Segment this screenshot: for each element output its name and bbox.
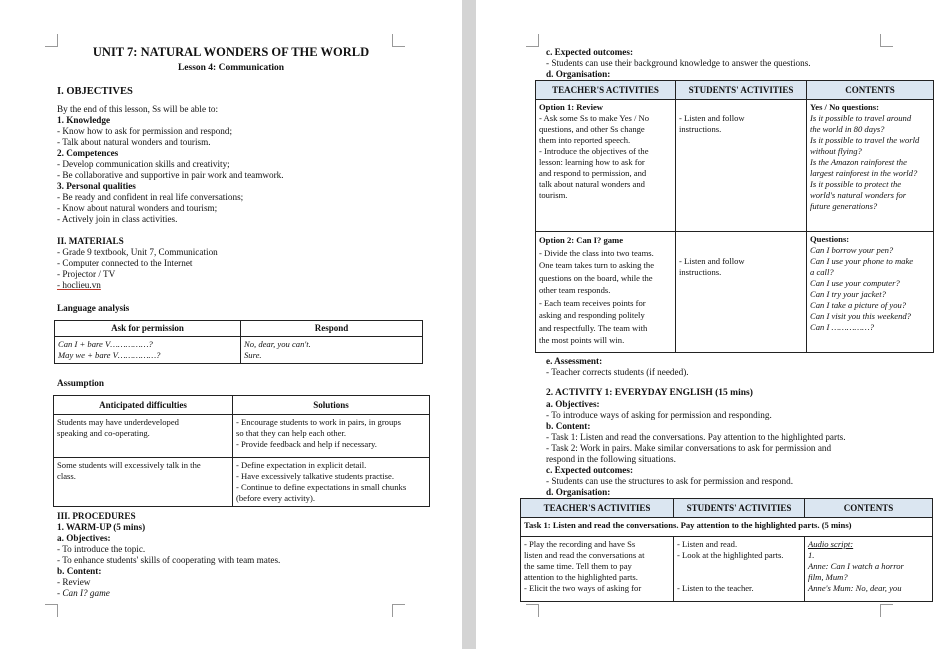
page-title: UNIT 7: NATURAL WONDERS OF THE WORLD [92,45,370,59]
knowledge-list [57,126,232,148]
contents-heading: Yes / No questions: [810,102,879,112]
table-cell [676,232,807,353]
cell-line: lesson: learning how to ask for [539,157,645,167]
cell-line: May we + bare V……………? [58,349,161,360]
cell-line: Anne: Can I watch a horror [808,561,904,571]
cell-line: - Listen and follow [679,256,745,266]
cell-line: Anne's Mum: No, dear, you [808,583,902,593]
list-item: - hoclieu.vn [57,280,101,290]
assumption-table [53,395,430,507]
qualities-heading: 3. Personal qualities [57,181,136,191]
crop-mark [45,604,58,617]
document-page-left [0,0,462,649]
list-item: - Projector / TV [57,269,116,279]
cell-line: Can I use your phone to make [810,256,914,266]
knowledge-heading: 1. Knowledge [57,115,111,125]
qualities-list [57,192,243,225]
cell-line: Audio script: [808,539,854,549]
list-item: - To introduce the topic. [57,544,146,554]
table-header: TEACHER'S ACTIVITIES [536,81,676,100]
cell-line: Some students will excessively talk in the [57,460,201,470]
cell-line: asking and responding politely [539,310,645,320]
competences-heading: 2. Competences [57,148,119,158]
activity-objectives-text: - To introduce ways of asking for permission and responding. [546,410,772,420]
document-page-right [476,0,946,649]
list-item: - Be ready and confident in real life conversations; [57,192,244,202]
cell-line: One team takes turn to asking the [539,260,655,270]
cell-line: and respectfully. The team with [539,322,648,333]
expected-text: - Students can use their background knowledge to answer the questions. [546,58,811,68]
cell-line: Is it possible to protect the [810,179,902,189]
cell-line: - Have excessively talkative students practise. [236,471,394,481]
table-cell [536,100,676,232]
cell-line: Can I take a picture of you? [810,300,907,310]
list-item: - Actively join in class activities. [57,214,178,224]
table-cell [674,537,805,602]
table-header: TEACHER'S ACTIVITIES [521,499,674,518]
cell-line: Can I + bare V……………? [58,338,153,349]
cell-line: and respond to permission, and [539,168,647,178]
contents-heading: Questions: [810,234,850,244]
table-cell [233,458,430,507]
crop-mark [526,34,539,47]
cell-line: - Encourage students to work in pairs, in groups [236,417,401,427]
table-cell [54,458,233,507]
list-item: - Know about natural wonders and tourism; [57,203,218,213]
cell-line: world's natural wonders for [810,190,907,200]
list-item: - Task 2: Work in pairs. Make similar conversations to ask for permission and [546,443,832,453]
table-cell [536,232,676,353]
cell-line: Can I try your jacket? [810,289,886,299]
organisation-heading: d. Organisation: [546,69,611,79]
cell-line: - Listen to the teacher. [677,583,754,593]
cell-line: Can I borrow your pen? [810,245,894,255]
list-item: - Grade 9 textbook, Unit 7, Communication [57,247,218,257]
list-item: - Task 1: Listen and read the conversations. Pay attention to the highlighted parts. [546,432,846,442]
crop-mark [392,604,405,617]
cell-line: Is it possible to travel around [810,113,912,123]
table-header: Solutions [233,396,430,415]
cell-line: - Ask some Ss to make Yes / No [539,113,650,123]
table-header: Respond [241,321,423,337]
language-table [54,320,423,364]
cell-line: talk about natural wonders and [539,179,645,189]
crop-mark [392,34,405,47]
activities-table-1 [535,80,934,353]
objectives-intro: By the end of this lesson, Ss will be able to: [57,104,219,114]
cell-line: tourism. [539,190,568,200]
table-cell [54,415,233,458]
table-header: CONTENTS [807,81,934,100]
warmup-heading: 1. WARM-UP (5 mins) [57,522,146,532]
cell-line: 1. [808,550,815,560]
list-item: - Know how to ask for permission and respond; [57,126,233,136]
list-item: - Talk about natural wonders and tourism. [57,137,211,147]
warmup-objectives-heading: a. Objectives: [57,533,111,543]
cell-line: - Introduce the objectives of the [539,146,649,156]
list-item: - Computer connected to the Internet [57,258,193,268]
option-title: Option 2: Can I? game [539,235,624,245]
activity-content-list [546,432,846,465]
competences-list [57,159,284,181]
assessment-heading: e. Assessment: [546,356,603,366]
cell-line: film, Mum? [808,572,848,582]
activity1-heading: 2. ACTIVITY 1: EVERYDAY ENGLISH (15 mins) [546,388,753,398]
cell-line: - Define expectation in explicit detail. [236,460,367,470]
cell-line: questions, and other Ss change [539,124,645,134]
assumption-heading: Assumption [57,378,104,388]
cell-line: - Play the recording and have Ss [524,539,636,549]
cell-line: attention to the highlighted parts. [524,572,638,582]
materials-heading: II. MATERIALS [57,236,124,246]
cell-line: a call? [810,267,834,277]
table-cell [55,336,241,363]
activity-expected-text: - Students can use the structures to ask for permission and respond. [546,476,793,486]
table-cell [807,100,934,232]
cell-line: other team responds. [539,285,611,295]
cell-line: - Elicit the two ways of asking for [524,583,642,593]
table-cell [807,232,934,353]
warmup-content-list [57,577,110,599]
cell-line: speaking and co-operating. [57,428,150,438]
activity-objectives-heading: a. Objectives: [546,399,600,409]
activity-organisation-heading: d. Organisation: [546,487,611,497]
procedures-heading: III. PROCEDURES [57,511,136,521]
cell-line: Can I visit you this weekend? [810,311,911,321]
cell-line: class. [57,471,76,481]
crop-mark [45,34,58,47]
activity-content-heading: b. Content: [546,421,591,431]
cell-line: (before every activity). [236,493,315,503]
table-header: CONTENTS [805,499,933,518]
cell-line: - Look at the highlighted parts. [677,550,784,560]
list-item: respond in the following situations. [546,454,676,464]
cell-line: - Listen and read. [677,539,738,549]
cell-line: Sure. [244,349,262,360]
crop-mark [880,604,893,617]
cell-line: Is the Amazon rainforest the [810,157,907,167]
list-item: - Can I? game [57,588,110,598]
objectives-heading: I. OBJECTIVES [57,86,133,97]
warmup-content-heading: b. Content: [57,566,102,576]
cell-line: the most points will win. [539,335,625,345]
task-row: Task 1: Listen and read the conversations. Pay attention to the highlighted parts. (5 mins) [521,518,933,537]
table-cell [241,336,423,363]
list-item: - Review [57,577,91,587]
cell-line: the same time. Tell them to pay [524,561,632,571]
cell-line: - Provide feedback and help if necessary. [236,439,377,449]
cell-line: so that they can help each other. [236,428,347,438]
language-analysis-heading: Language analysis [57,303,130,313]
table-header: STUDENTS' ACTIVITIES [676,81,807,100]
cell-line: - Each team receives points for [539,297,646,308]
cell-line: Students may have underdeveloped [57,417,179,427]
expected-heading: c. Expected outcomes: [546,47,634,57]
cell-line: - Divide the class into two teams. [539,247,654,258]
table-header: Anticipated difficulties [54,396,233,415]
cell-line: largest rainforest in the world? [810,168,918,178]
list-item: - To enhance students' skills of cooperating with team mates. [57,555,281,565]
assessment-text: - Teacher corrects students (if needed). [546,367,689,377]
cell-line: Is it possible to travel the world [810,135,920,145]
warmup-objectives-list [57,544,280,566]
table-cell [676,100,807,232]
crop-mark [880,34,893,47]
lesson-subtitle: Lesson 4: Communication [177,63,285,73]
table-cell [805,537,933,602]
cell-line: - Continue to define expectations in small chunks [236,482,407,492]
cell-line: instructions. [679,267,722,277]
page-gap [462,0,476,649]
cell-line: listen and read the conversations at [524,550,645,560]
table-cell [233,415,430,458]
crop-mark [526,604,539,617]
materials-list [57,247,218,291]
list-item: - Be collaborative and supportive in pair work and teamwork. [57,170,284,180]
cell-line: instructions. [679,124,722,134]
cell-line: questions on the board, while the [539,272,653,283]
cell-line: No, dear, you can't. [244,338,311,349]
cell-line: the world in 80 days? [810,124,885,134]
activities-table-2 [520,498,933,602]
cell-line: Can I use your computer? [810,278,900,288]
activity-expected-heading: c. Expected outcomes: [546,465,634,475]
cell-line: future generations? [810,201,878,211]
option-title: Option 1: Review [539,102,603,112]
cell-line: - Listen and follow [679,113,745,123]
cell-line: them into reported speech. [539,135,631,145]
cell-line: Can I ……………? [810,322,874,332]
table-cell [521,537,674,602]
table-header: Ask for permission [55,321,241,337]
cell-line: without flying? [810,146,862,156]
list-item: - Develop communication skills and creativity; [57,159,230,169]
table-header: STUDENTS' ACTIVITIES [674,499,805,518]
